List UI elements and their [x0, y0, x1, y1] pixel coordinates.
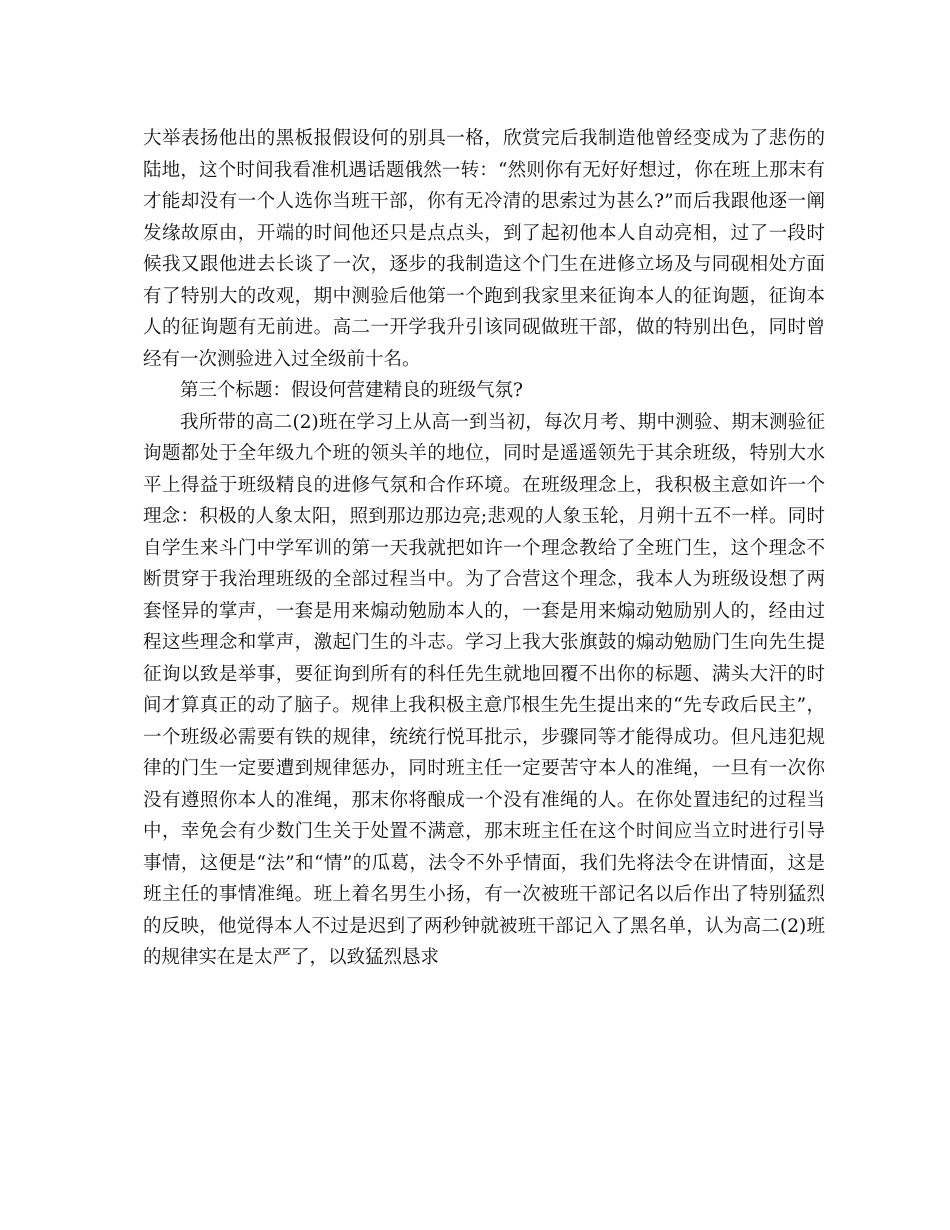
section-heading: 第三个标题：假设何营建精良的班级气氛?: [180, 380, 523, 401]
document-body: [143, 123, 825, 974]
paragraph-continuation: 大举表扬他出的黑板报假设何的别具一格，欣赏完后我制造他曾经变成为了悲伤的陆地，这个时间我看准机遇话题俄然一转：“然则你有无好好想过，你在班上那末有才能却没有一个人选你当班干部，你有无冷清的思索过为甚么?”而后我跟他逐一阐发缘故原由，开端的时间他还只是点点头，到了起初他本人自动亮相，过了一段时候我又跟他进去长谈了一次，逐步的我制造这个门生在进修立场及与同砚相处方面有了特别大的改观，期中测验后他第一个跑到我家里来征询本人的征询题，征询本人的征询题有无前进。高二一开学我升引该同砚做班干部，做的特别出色，同时曾经有一次测验进入过全级前十名。: [143, 128, 825, 370]
paragraph-main: 我所带的高二(2)班在学习上从高一到当初，每次月考、期中测验、期末测验征询题都处于全年级九个班的领头羊的地位，同时是遥遥领先于其余班级，特别大水平上得益于班级精良的进修气氛和合作环境。在班级理念上，我积极主意如许一个理念：积极的人象太阳，照到那边那边亮;悲观的人象玉轮，月朔十五不一样。同时自学生来斗门中学军训的第一天我就把如许一个理念教给了全班门生，这个理念不断贯穿于我治理班级的全部过程当中。为了合营这个理念，我本人为班级设想了两套怪异的掌声，一套是用来煽动勉励本人的，一套是用来煽动勉励别人的，经由过程这些理念和掌声，激起门生的斗志。学习上我大张旗鼓的煽动勉励门生向先生提征询以致是举事，要征询到所有的科任先生就地回覆不出你的标题、满头大汗的时间才算真正的动了脑子。规律上我积极主意邝根生先生提出来的“先专政后民主”，一个班级必需要有铁的规律，统统行悦耳批示，步骤同等才能得成功。但凡违犯规律的门生一定要遭到规律惩办，同时班主任一定要苦守本人的准绳，一旦有一次你没有遵照你本人的准绳，那末你将酿成一个没有准绳的人。在你处置违纪的过程当中，幸免会有少数门生关于处置不满意，那末班主任在这个时间应当立时进行引导事情，这便是“法”和“情”的瓜葛，法令不外乎情面，我们先将法令在讲情面，这是班主任的事情准绳。班上着名男生小扬，有一次被班干部记名以后作出了特别猛烈的反映，他觉得本人不过是迟到了两秒钟就被班干部记入了黑名单，认为高二(2)班的规律实在是太严了，以致猛烈恳求: [143, 411, 825, 968]
